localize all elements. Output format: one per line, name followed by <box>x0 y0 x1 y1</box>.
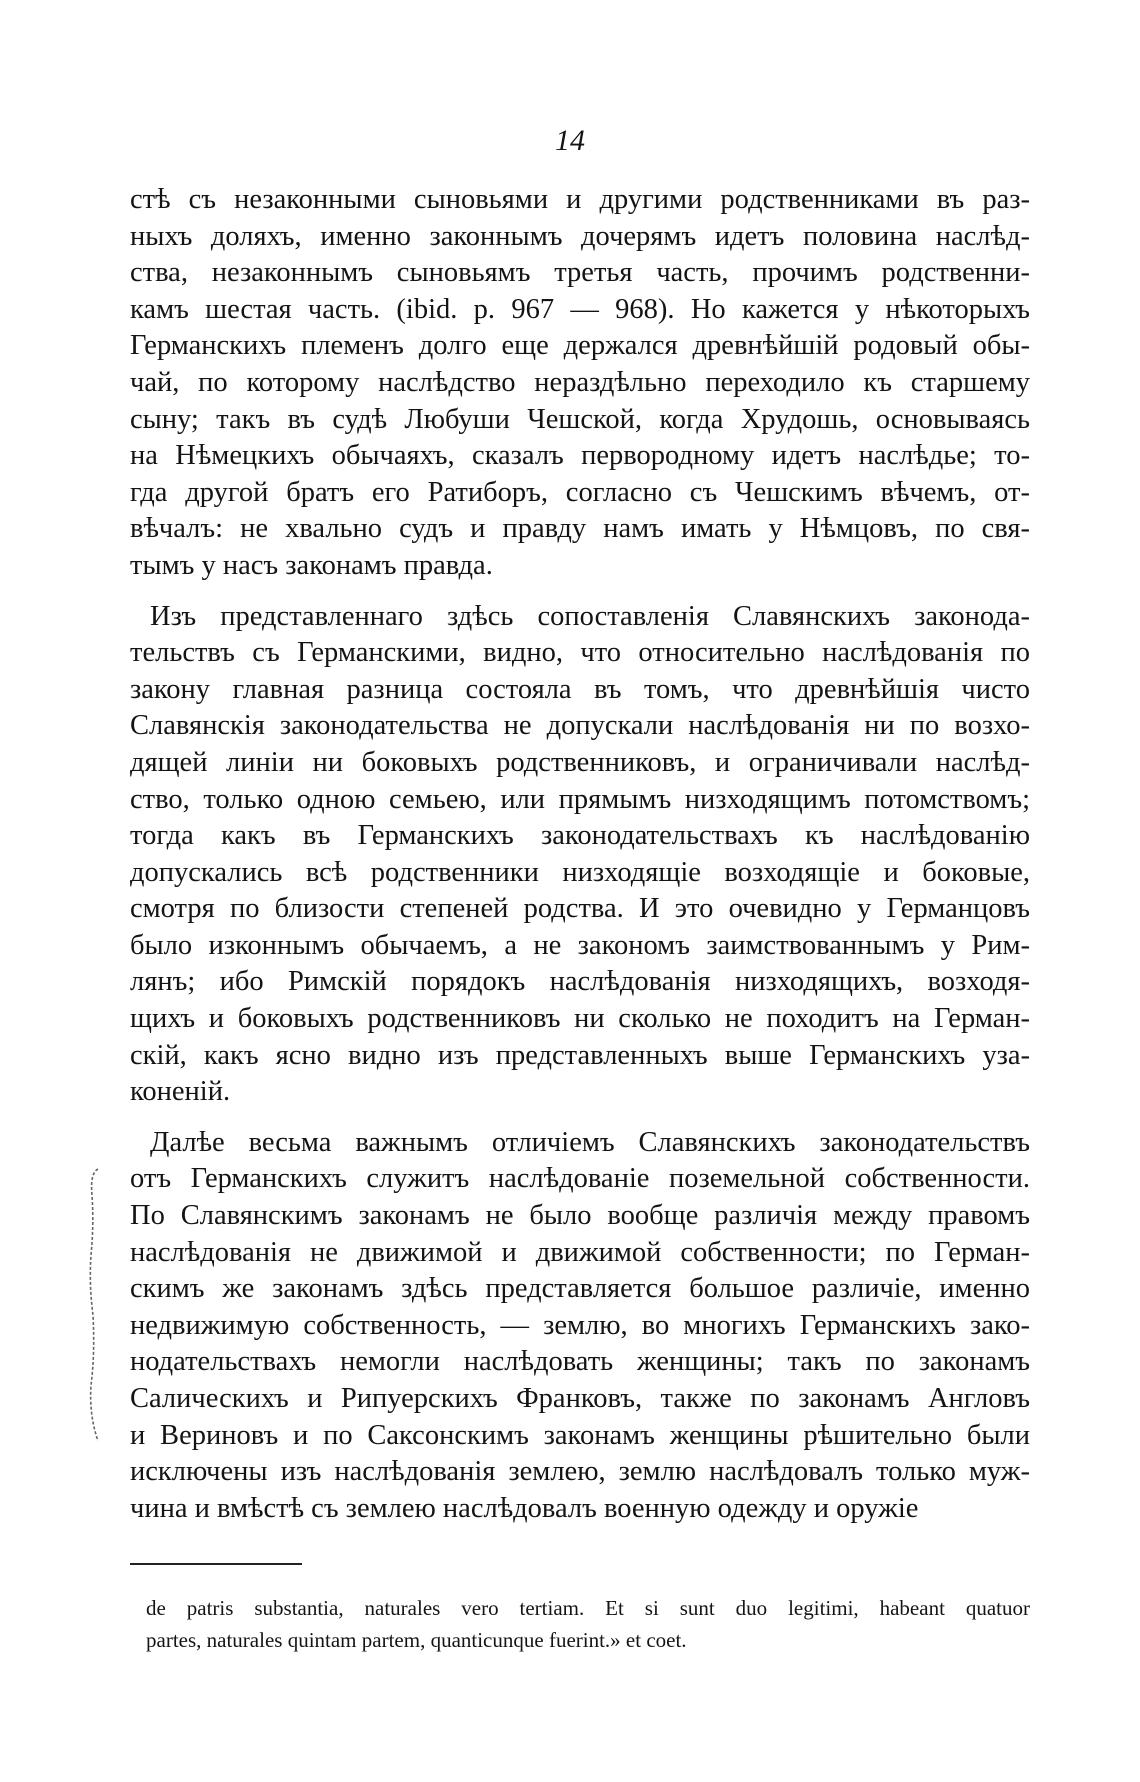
text-line: тымъ у насъ законамъ правда. <box>130 549 493 581</box>
text-line: скимъ же законамъ здѣсь представляется большое различіе, именно <box>130 1273 1030 1305</box>
text-line: Германскихъ племенъ долго еще держался древнѣйшій родовый обы- <box>130 330 1030 362</box>
text-line: смотря по близости степеней родства. И это очевидно у Германцовъ <box>130 893 1030 925</box>
text-line: тогда какъ въ Германскихъ законодательствахъ къ наслѣдованію <box>130 820 1030 852</box>
text-line: допускались всѣ родственники низходящіе возходящіе и боковые, <box>130 856 1030 888</box>
text-line: дящей линіи ни боковыхъ родственниковъ, и ограничивали наслѣд- <box>130 746 1030 778</box>
text-line: чай, по которому наслѣдство нераздѣльно переходило къ старшему <box>130 366 1030 398</box>
footnote-divider <box>130 1563 302 1565</box>
text-line: отъ Германскихъ служитъ наслѣдованіе поземельной собственности. <box>130 1163 1030 1195</box>
text-line: коненій. <box>130 1076 231 1108</box>
text-line: скій, какъ ясно видно изъ представленныхъ выше Германскихъ уза- <box>130 1039 1030 1071</box>
margin-bracket-mark <box>86 1165 106 1445</box>
text-line: было изконнымъ обычаемъ, а не закономъ заимствованнымъ у Рим- <box>130 929 1030 961</box>
text-line: закону главная разница состояла въ томъ, что древнѣйшія чисто <box>130 673 1030 705</box>
text-line: Далѣе весьма важнымъ отличіемъ Славянскихъ законодательствъ <box>150 1126 1030 1158</box>
text-line: лянъ; ибо Римскій порядокъ наслѣдованія низходящихъ, возходя- <box>130 966 1030 998</box>
page-number: 14 <box>555 124 585 157</box>
text-line: Славянскія законодательства не допускали наслѣдованія ни по возхо- <box>130 710 1030 742</box>
footnote-line: partes, naturales quintam partem, quanticunque fuerint.» et coet. <box>146 1628 687 1652</box>
text-line: тельствъ съ Германскими, видно, что относительно наслѣдованія по <box>130 637 1030 669</box>
text-line: щихъ и боковыхъ родственниковъ ни сколько не походитъ на Герман- <box>130 1003 1030 1035</box>
text-line: камъ шестая часть. (ibid. p. 967 — 968). Но кажется у нѣкоторыхъ <box>130 293 1030 325</box>
paragraph-spacer <box>130 585 1030 599</box>
text-line: недвижимую собственность, — землю, во многихъ Германскихъ зако- <box>130 1309 1030 1341</box>
text-line: исключены изъ наслѣдованія землею, землю наслѣдовалъ только муж- <box>130 1456 1030 1488</box>
paragraph-spacer <box>130 1111 1030 1125</box>
text-line: По Славянскимъ законамъ не было вообще различія между правомъ <box>130 1200 1030 1232</box>
text-line: гда другой братъ его Ратиборъ, согласно съ Чешскимъ вѣчемъ, от- <box>130 476 1030 508</box>
text-line: нодательствахъ немогли наслѣдовать женщины; такъ по законамъ <box>130 1346 1030 1378</box>
paragraph-2 <box>130 599 1030 1111</box>
text-line: ства, незаконнымъ сыновьямъ третья часть, прочимъ родственни- <box>130 257 1030 289</box>
text-line: ныхъ доляхъ, именно законнымъ дочерямъ идетъ половина наслѣд- <box>130 220 1030 252</box>
text-line: сыну; такъ въ судѣ Любуши Чешской, когда Хрудошь, основываясь <box>130 403 1030 435</box>
text-line: Изъ представленнаго здѣсь сопоставленія Славянскихъ законода- <box>150 600 1030 632</box>
text-line: на Нѣмецкихъ обычаяхъ, сказалъ первородному идетъ наслѣдье; то- <box>130 440 1030 472</box>
text-line: наслѣдованія не движимой и движимой собственности; по Герман- <box>130 1236 1030 1268</box>
footnote-line: de patris substantia, naturales vero tertiam. Et si sunt duo legitimi, habeant quatuor <box>146 1596 1030 1620</box>
text-line: стѣ съ незаконными сыновьями и другими родственниками въ раз- <box>130 184 1030 215</box>
text-line: чина и вмѣстѣ съ землею наслѣдовалъ военную одежду и оружіе <box>130 1492 919 1524</box>
paragraph-3 <box>130 1125 1030 1528</box>
text-line: вѣчалъ: не хвально судъ и правду намъ имать у Нѣмцовъ, по свя- <box>130 513 1030 545</box>
text-line: ство, только одною семьею, или прямымъ низходящимъ потомствомъ; <box>130 783 1030 815</box>
text-line: Салическихъ и Рипуерскихъ Франковъ, также по законамъ Англовъ <box>130 1383 1030 1414</box>
text-line: и Вериновъ и по Саксонскимъ законамъ женщины рѣшительно были <box>130 1419 1030 1451</box>
footnote <box>146 1592 1030 1656</box>
main-text <box>130 182 1030 1527</box>
paragraph-1 <box>130 182 1030 585</box>
